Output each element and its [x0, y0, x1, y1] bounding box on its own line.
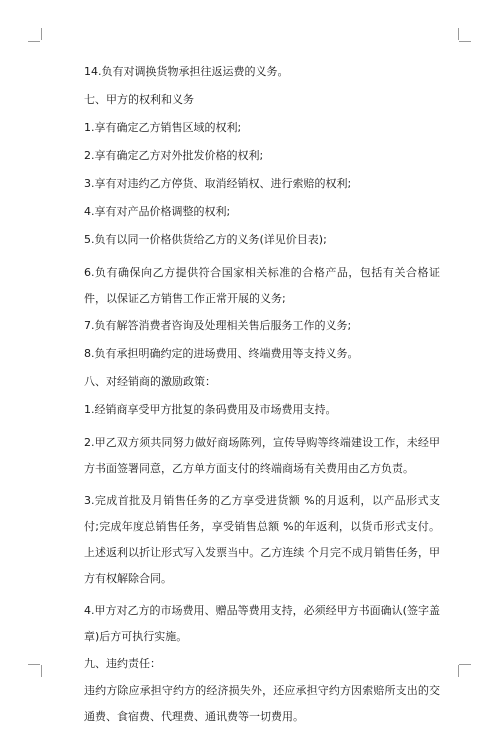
document-body: [62, 62, 440, 730]
crop-mark-top-right: [458, 28, 472, 42]
section-heading-7: 七、甲方的权利和义务: [84, 93, 194, 106]
list-item: 4.甲方对乙方的市场费用、赠品等费用支持，必须经甲方书面确认(签字盖章)后方可执行实施。: [84, 604, 440, 643]
list-item: 6.负有确保向乙方提供符合国家相关标准的合格产品，包括有关合格证件，以保证乙方销售工作正常开展的义务;: [84, 266, 440, 305]
paragraph: 违约方除应承担守约方的经济损失外，还应承担守约方因索赔所支出的交通费、食宿费、代理费、通讯费等一切费用。: [84, 684, 440, 723]
list-item: 3.享有对违约乙方停货、取消经销权、进行索赔的权利;: [84, 177, 352, 190]
crop-mark-bottom-left: [28, 664, 42, 678]
crop-mark-top-left: [28, 28, 42, 42]
list-item: 1.经销商享受甲方批复的条码费用及市场费用支持。: [84, 403, 337, 416]
list-item: 2.甲乙双方须共同努力做好商场陈列，宣传导购等终端建设工作，未经甲方书面签署同意，乙方单方面支付的终端商场有关费用由乙方负责。: [84, 436, 440, 475]
section-heading-8: 八、对经销商的激励政策：: [84, 375, 216, 388]
list-item: 2.享有确定乙方对外批发价格的权利;: [84, 149, 264, 162]
list-item: 5.负有以同一价格供货给乙方的义务(详见价目表);: [84, 233, 327, 246]
crop-mark-bottom-right: [458, 664, 472, 678]
item-14: 14.负有对调换货物承担往返运费的义务。: [84, 65, 289, 78]
list-item: 3.完成首批及月销售任务的乙方享受进货额 %的月返利，以产品形式支付;完成年度总销售任务，享受销售总额 %的年返利，以货币形式支付。上述返利以折让形式写入发票当中。乙方连续 个月完不成月销售任务，甲方有权解除合同。: [84, 494, 440, 585]
list-item: 7.负有解答消费者咨询及处理相关售后服务工作的义务;: [84, 319, 352, 332]
list-item: 8.负有承担明确约定的进场费用、终端费用等支持义务。: [84, 347, 359, 360]
list-item: 4.享有对产品价格调整的权利;: [84, 205, 231, 218]
section-heading-9: 九、违约责任：: [84, 657, 161, 670]
list-item: 1.享有确定乙方销售区域的权利;: [84, 121, 242, 134]
